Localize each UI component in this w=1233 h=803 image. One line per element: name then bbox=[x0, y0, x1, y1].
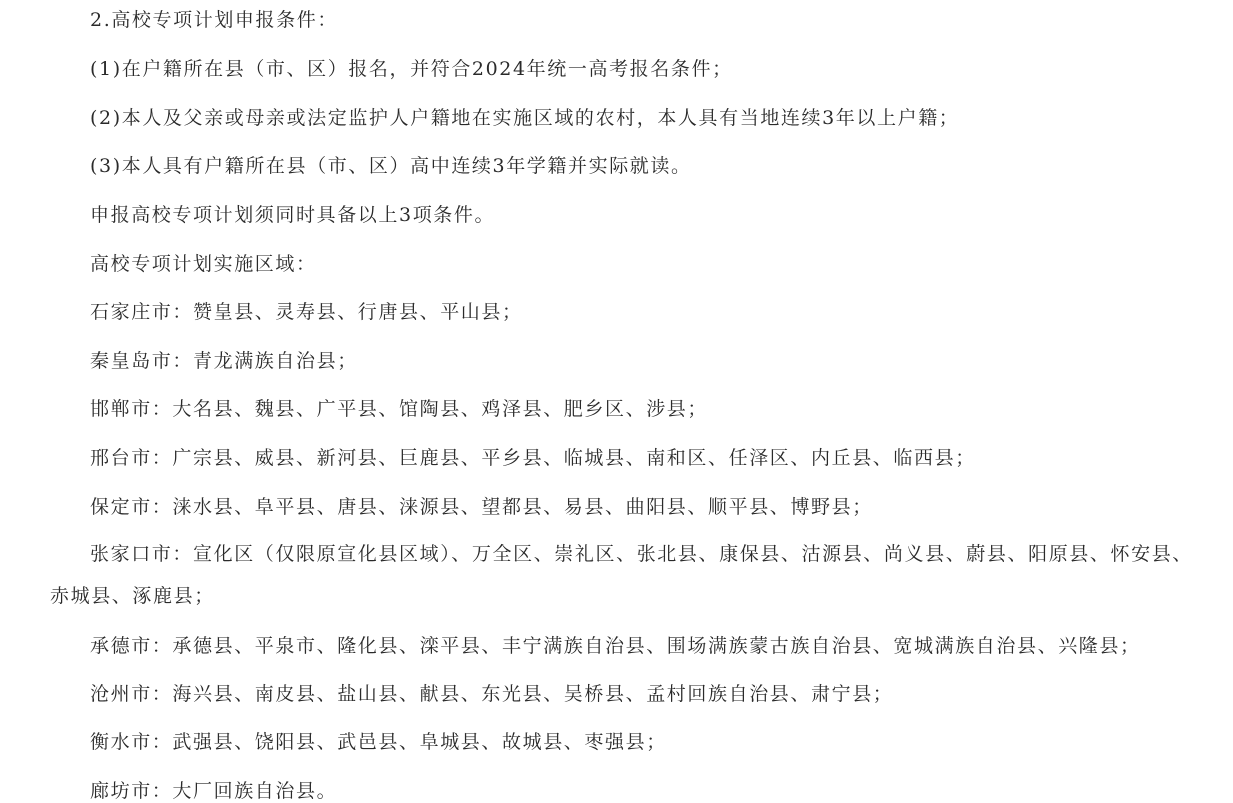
region-baoding: 保定市：涞水县、阜平县、唐县、涞源县、望都县、易县、曲阳县、顺平县、博野县； bbox=[90, 496, 873, 518]
region-cangzhou: 沧州市：海兴县、南皮县、盐山县、献县、东光县、吴桥县、孟村回族自治县、肃宁县； bbox=[90, 683, 894, 705]
region-xingtai: 邢台市：广宗县、威县、新河县、巨鹿县、平乡县、临城县、南和区、任泽区、内丘县、临西县； bbox=[90, 447, 976, 469]
region-handan: 邯郸市：大名县、魏县、广平县、馆陶县、鸡泽县、肥乡区、涉县； bbox=[90, 398, 709, 420]
region-chengde: 承德市：承德县、平泉市、隆化县、滦平县、丰宁满族自治县、围场满族蒙古族自治县、宽城满族自治县、兴隆县； bbox=[90, 635, 1141, 657]
section-heading-regions: 高校专项计划实施区域： bbox=[90, 253, 317, 275]
condition-item-2: (2)本人及父亲或母亲或法定监护人户籍地在实施区域的农村，本人具有当地连续3年以上户籍； bbox=[90, 107, 960, 129]
conditions-summary: 申报高校专项计划须同时具备以上3项条件。 bbox=[90, 204, 496, 226]
region-zhangjiakou: 张家口市：宣化区（仅限原宣化县区域）、万全区、崇礼区、张北县、康保县、沽源县、尚义县、蔚县、阳原县、怀安县、赤城县、涿鹿县； bbox=[50, 543, 1193, 607]
region-langfang: 廊坊市：大厂回族自治县。 bbox=[90, 780, 338, 802]
region-shijiazhuang: 石家庄市：赞皇县、灵寿县、行唐县、平山县； bbox=[90, 301, 523, 323]
region-hengshui: 衡水市：武强县、饶阳县、武邑县、阜城县、故城县、枣强县； bbox=[90, 731, 667, 753]
section-heading-conditions: 2.高校专项计划申报条件： bbox=[90, 9, 338, 31]
condition-item-1: (1)在户籍所在县（市、区）报名，并符合2024年统一高考报名条件； bbox=[90, 58, 733, 80]
condition-item-3: (3)本人具有户籍所在县（市、区）高中连续3年学籍并实际就读。 bbox=[90, 155, 692, 177]
region-qinhuangdao: 秦皇岛市：青龙满族自治县； bbox=[90, 350, 358, 372]
